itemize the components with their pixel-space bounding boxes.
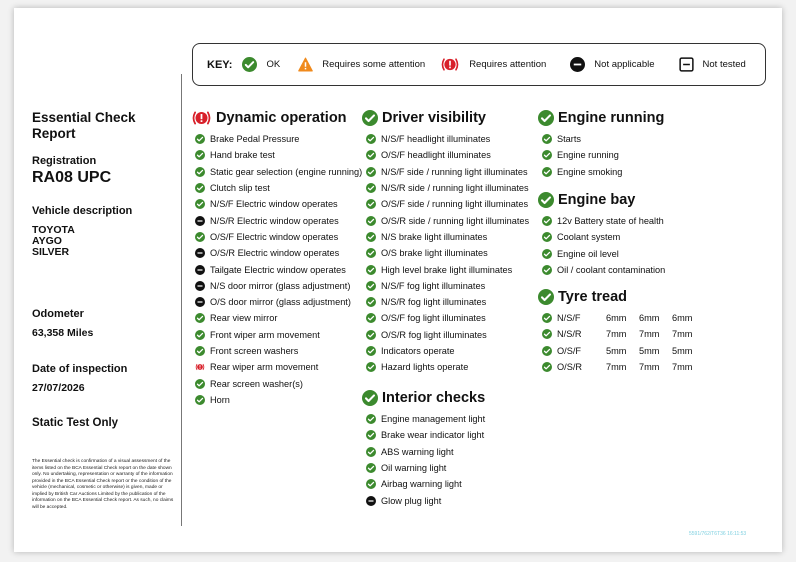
check-item [362, 278, 532, 294]
report-page [14, 8, 782, 552]
check-item-label: Engine management light [381, 414, 486, 425]
check-icon [195, 167, 205, 177]
check-icon [195, 313, 205, 323]
not-applicable-icon [366, 496, 376, 506]
section-tyre-tread [538, 288, 738, 375]
tread-depth: 6mm [639, 313, 660, 324]
check-item [191, 310, 361, 326]
check-item-label: Tailgate Electric window operates [210, 264, 346, 275]
check-item [362, 460, 532, 476]
odometer-value: 63,358 Miles [32, 327, 94, 339]
tread-depth: 7mm [672, 362, 693, 373]
not-applicable-icon [195, 297, 205, 307]
check-icon [366, 362, 376, 372]
key-label-warning: Requires some attention [322, 59, 426, 70]
check-item-label: O/S/F fog light illuminates [381, 313, 486, 324]
check-item-label: High level brake light illuminates [381, 264, 513, 275]
check-item [191, 245, 361, 261]
check-item [191, 212, 361, 228]
check-item-label: O/S brake light illuminates [381, 248, 488, 259]
check-icon [366, 199, 376, 209]
tyre-row [538, 343, 738, 359]
check-item [191, 359, 361, 375]
check-icon [366, 183, 376, 193]
check-item [362, 245, 532, 261]
check-icon [366, 281, 376, 291]
check-icon [195, 134, 205, 144]
tyre-position: N/S/F [557, 313, 581, 324]
check-icon [366, 232, 376, 242]
check-item-label: Oil warning light [381, 463, 447, 474]
check-item-label: Starts [557, 134, 581, 145]
check-item [538, 229, 738, 245]
check-item-label: N/S/R Electric window operates [210, 215, 339, 226]
tyre-row [538, 310, 738, 326]
check-item-label: N/S/F fog light illuminates [381, 280, 486, 291]
check-item-label: Indicators operate [381, 346, 455, 356]
check-icon [366, 463, 376, 473]
check-item [362, 164, 532, 180]
check-item [362, 180, 532, 196]
check-item [362, 343, 532, 359]
check-item-label: ABS warning light [381, 446, 454, 457]
vehicle-summary [32, 110, 184, 429]
check-icon [366, 330, 376, 340]
check-icon [542, 329, 552, 339]
check-item-label: Front wiper arm movement [210, 329, 320, 340]
check-icon [366, 414, 376, 424]
check-item [191, 229, 361, 245]
not-applicable-icon [570, 57, 585, 72]
check-icon [538, 192, 554, 208]
check-icon [542, 249, 552, 259]
section-heading [191, 109, 361, 127]
section-heading [538, 191, 738, 209]
attention-icon [195, 362, 205, 372]
check-item [362, 294, 532, 310]
column-divider [181, 74, 182, 526]
check-icon [195, 150, 205, 160]
check-icon [366, 479, 376, 489]
check-icon [366, 297, 376, 307]
check-icon [195, 346, 205, 356]
check-item [191, 147, 361, 163]
check-item [362, 310, 532, 326]
tread-depth: 7mm [639, 329, 660, 340]
status-key [192, 43, 766, 86]
check-item-label: O/S/F side / running light illuminates [381, 199, 529, 210]
tread-depth: 5mm [672, 345, 693, 356]
key-title: KEY: [207, 58, 233, 71]
check-icon [195, 232, 205, 242]
check-item [191, 278, 361, 294]
tread-depth: 6mm [606, 313, 627, 324]
check-item-label: Brake Pedal Pressure [210, 134, 300, 145]
check-item [362, 427, 532, 443]
check-item [362, 359, 532, 375]
report-title: Essential Check Report [32, 110, 136, 141]
check-item [538, 164, 738, 180]
check-item-label: O/S door mirror (glass adjustment) [210, 297, 351, 308]
check-item [362, 327, 532, 343]
check-item [362, 476, 532, 492]
key-label-ok: OK [266, 59, 281, 70]
key-item-not-tested [679, 57, 746, 72]
section-dynamic-operation [191, 109, 361, 408]
check-item-label: O/S/F Electric window operates [210, 231, 339, 242]
check-icon [542, 346, 552, 356]
tread-depth: 7mm [672, 329, 693, 340]
check-item [362, 229, 532, 245]
check-item-label: Rear wiper arm movement [210, 362, 319, 373]
check-item [191, 294, 361, 310]
vehicle-make: TOYOTA [32, 224, 75, 236]
check-item-label: N/S/F Electric window operates [210, 199, 338, 210]
check-icon [538, 110, 554, 126]
check-icon [366, 447, 376, 457]
key-item-warning [298, 57, 425, 72]
check-item-label: O/S/R fog light illuminates [381, 329, 487, 340]
check-item-label: Engine oil level [557, 248, 619, 259]
check-item-label: Hand brake test [210, 150, 275, 161]
section-interior-checks [362, 389, 532, 509]
key-label-na: Not applicable [594, 59, 655, 70]
key-item-ok [242, 57, 280, 72]
check-icon [195, 395, 205, 405]
section-title: Engine bay [558, 192, 636, 208]
check-item-label: Static gear selection (engine running) [210, 166, 363, 177]
tyre-row [538, 359, 738, 375]
registration-value: RA08 UPC [32, 169, 112, 186]
check-icon [542, 313, 552, 323]
check-item [362, 212, 532, 228]
section-title: Driver visibility [382, 110, 486, 126]
tread-depth: 5mm [639, 345, 660, 356]
check-item-label: N/S/R side / running light illuminates [381, 183, 529, 194]
check-item [191, 392, 361, 408]
tread-depth: 5mm [606, 345, 627, 356]
check-item-label: Rear view mirror [210, 313, 278, 324]
section-engine-running [538, 109, 738, 180]
check-item [362, 492, 532, 508]
check-item-label: 12v Battery state of health [557, 216, 664, 227]
tyre-row [538, 326, 738, 342]
key-label-not-tested: Not tested [702, 59, 746, 70]
check-icon [366, 134, 376, 144]
not-applicable-icon [195, 265, 205, 275]
check-item [538, 213, 738, 229]
check-icon [242, 57, 257, 72]
section-title: Interior checks [382, 390, 486, 406]
check-item [362, 261, 532, 277]
check-item [538, 262, 738, 278]
warning-triangle-icon [298, 57, 313, 72]
check-item-label: N/S/R fog light illuminates [381, 297, 487, 308]
check-item-label: Glow plug light [381, 495, 442, 506]
tyre-position: O/S/R [557, 362, 583, 373]
check-item-label: Horn [210, 394, 230, 405]
check-item [191, 343, 361, 359]
vehicle-colour: SILVER [32, 246, 70, 258]
check-item-label: O/S/R Electric window operates [210, 248, 340, 259]
check-icon [362, 390, 378, 406]
tyre-position: O/S/F [557, 345, 581, 356]
check-item-label: O/S/F headlight illuminates [381, 150, 491, 161]
check-item-label: N/S/F side / running light illuminates [381, 166, 528, 177]
check-item-label: O/S/R side / running light illuminates [381, 215, 530, 226]
check-icon [366, 150, 376, 160]
check-item [362, 147, 532, 163]
check-icon [366, 430, 376, 440]
check-icon [542, 232, 552, 242]
vehicle-description-label: Vehicle description [32, 205, 133, 217]
check-item [362, 196, 532, 212]
check-icon [542, 134, 552, 144]
check-item [191, 375, 361, 391]
tread-depth: 7mm [606, 362, 627, 373]
check-item-label: Coolant system [557, 232, 621, 243]
check-item-label: Airbag warning light [381, 479, 462, 490]
key-item-attention [440, 57, 546, 72]
registration-label: Registration [32, 155, 97, 167]
section-heading [362, 109, 532, 127]
check-item-label: Brake wear indicator light [381, 430, 485, 441]
key-item-na [570, 57, 654, 72]
check-item [538, 131, 738, 147]
check-item [538, 147, 738, 163]
section-title: Engine running [558, 110, 665, 126]
check-icon [366, 216, 376, 226]
section-engine-bay [538, 191, 738, 278]
not-applicable-icon [195, 216, 205, 226]
check-item-label: Engine running [557, 150, 619, 161]
attention-icon [440, 57, 460, 72]
inspection-date-label: Date of inspection [32, 363, 128, 375]
check-icon [542, 265, 552, 275]
footer-code: 5591/762/T6T36 16:11:53 [689, 531, 747, 537]
section-title: Dynamic operation [216, 110, 347, 126]
check-item-label: Clutch slip test [210, 183, 270, 194]
check-item-label: Hazard lights operate [381, 362, 469, 373]
check-icon [366, 167, 376, 177]
section-title: Tyre tread [558, 289, 628, 305]
check-icon [362, 110, 378, 126]
tread-depth: 7mm [606, 329, 627, 340]
inspection-date-value: 27/07/2026 [32, 382, 85, 394]
check-item [538, 246, 738, 262]
check-item-label: N/S brake light illuminates [381, 231, 488, 242]
check-icon [195, 330, 205, 340]
tyre-position: N/S/R [557, 329, 582, 340]
section-heading [538, 288, 738, 306]
check-item-label: Front screen washers [210, 346, 299, 356]
check-item [362, 444, 532, 460]
not-tested-icon [679, 57, 694, 72]
check-icon [366, 346, 376, 356]
test-type: Static Test Only [32, 417, 119, 429]
check-item [362, 131, 532, 147]
tread-depth: 6mm [672, 313, 693, 324]
check-icon [195, 183, 205, 193]
check-icon [195, 379, 205, 389]
check-item [191, 196, 361, 212]
check-icon [366, 313, 376, 323]
check-item [191, 131, 361, 147]
check-icon [542, 216, 552, 226]
section-heading [362, 389, 532, 407]
check-icon [366, 248, 376, 258]
check-item [362, 411, 532, 427]
check-icon [195, 199, 205, 209]
not-applicable-icon [195, 248, 205, 258]
check-icon [542, 167, 552, 177]
check-item-label: Oil / coolant contamination [557, 265, 666, 276]
check-icon [366, 265, 376, 275]
check-item-label: Rear screen washer(s) [210, 378, 303, 389]
check-item-label: Engine smoking [557, 166, 623, 177]
tread-depth: 7mm [639, 362, 660, 373]
disclaimer-text: The Essential check is confirmation of a visual assessment of the items listed on the BCA Essential Check report on the date shown only. No undertaking, representation or warranty of the information provided in the BCA Essential Check report or the condition of the vehicle (mechanical, cosmetic or otherwise) is given, made or implied by British Car Auctions Limited by the publication of the information on the BCA Essential Check report. As such, no claims will be accepted. [32, 459, 174, 510]
attention-icon [191, 110, 212, 126]
check-item-label: N/S/F headlight illuminates [381, 134, 491, 145]
vehicle-model: AYGO [32, 235, 62, 247]
not-applicable-icon [195, 281, 205, 291]
section-driver-visibility [362, 109, 532, 375]
check-item [191, 180, 361, 196]
key-label-attention: Requires attention [469, 59, 547, 70]
check-item [191, 327, 361, 343]
check-item [191, 261, 361, 277]
odometer-label: Odometer [32, 308, 84, 320]
check-item [191, 164, 361, 180]
section-heading [538, 109, 738, 127]
check-icon [542, 150, 552, 160]
check-icon [538, 289, 554, 305]
check-icon [542, 362, 552, 372]
check-item-label: N/S door mirror (glass adjustment) [210, 280, 351, 291]
